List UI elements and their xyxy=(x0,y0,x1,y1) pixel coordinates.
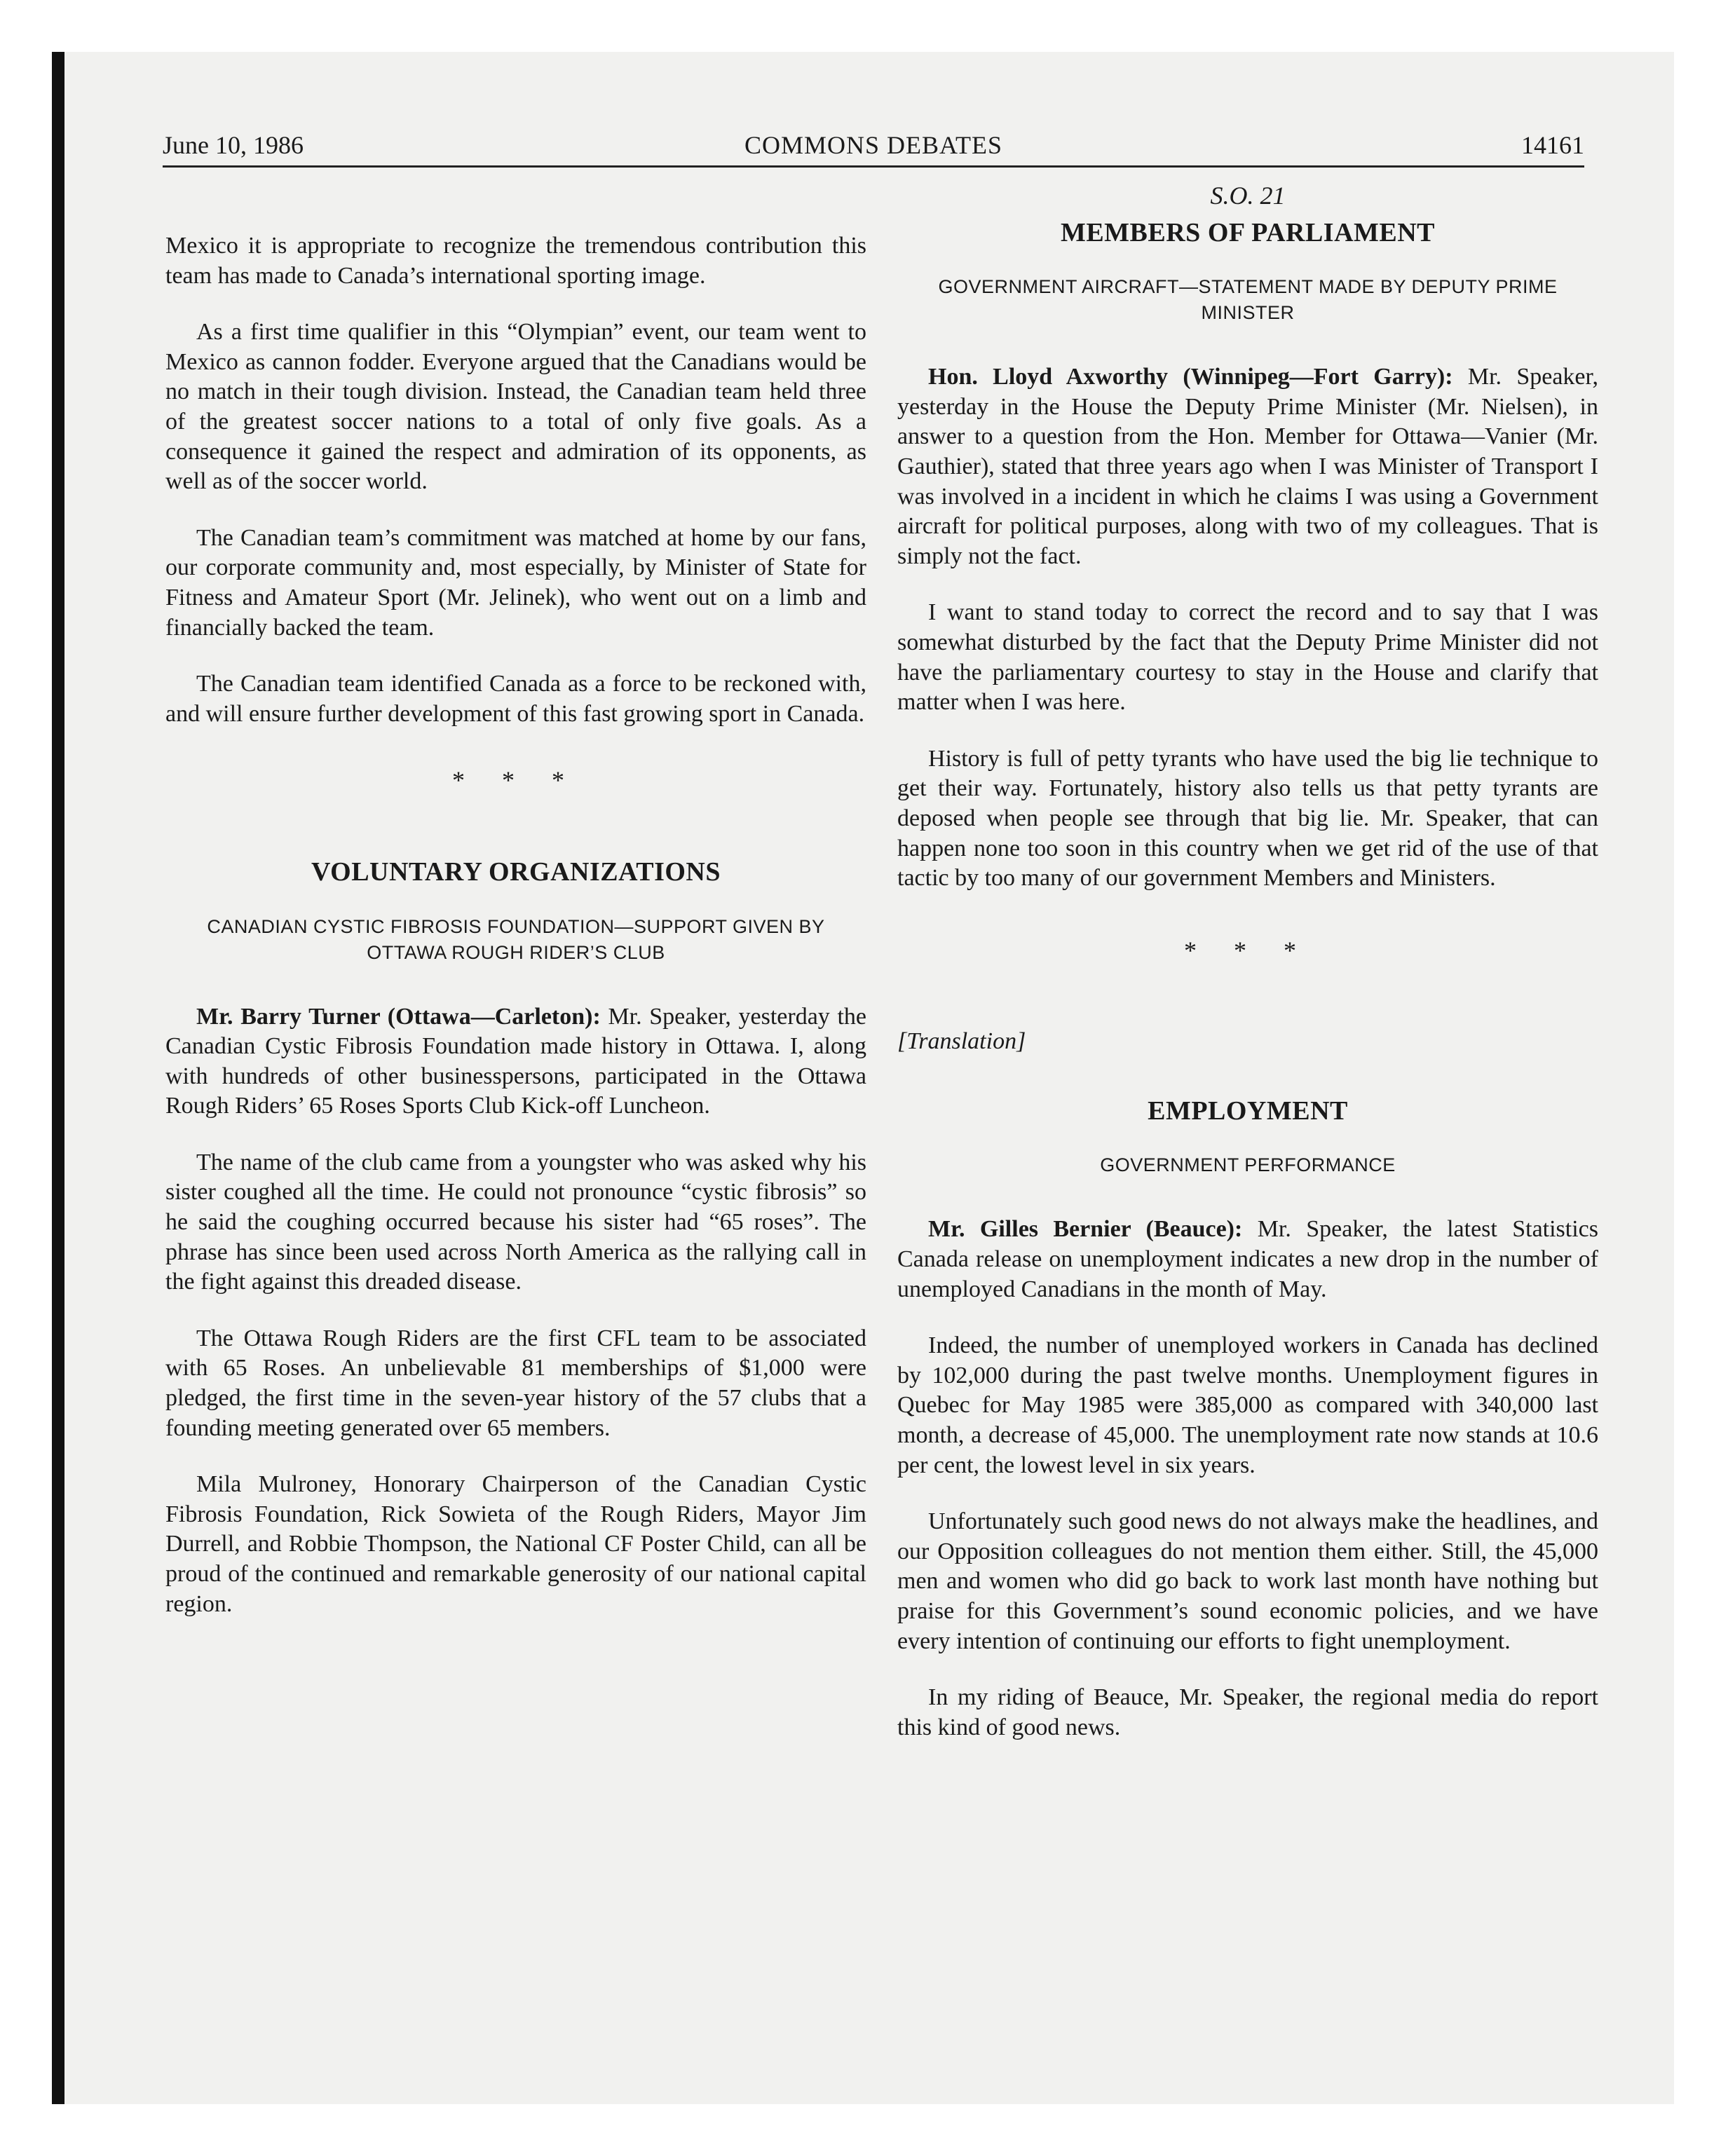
paragraph: The name of the club came from a youngster who was asked why his sister coughed all the time. He could not pronounce “cystic fibrosis” so he said the coughing occurred because his sister had “65 roses”. The phrase has since been used across North America as the rallying call in the fight against this dreaded disease. xyxy=(165,1149,866,1295)
paragraph: Mexico it is appropriate to recognize the tremendous contribution this team has made to Canada’s international sporting image. xyxy=(165,233,866,289)
page-header xyxy=(163,130,1584,165)
section-separator: * * * xyxy=(452,766,580,795)
paragraph: The Canadian team’s commitment was matched at home by our fans, our corporate community and, most especially, by Minister of State for Fitness and Amateur Sport (Mr. Jelinek), who went out on a limb and financially backed the team. xyxy=(165,524,866,641)
speech-paragraph xyxy=(897,1215,1598,1304)
speaker-name: Mr. Gilles Bernier (Beauce): xyxy=(928,1216,1243,1243)
standing-order-label: S.O. 21 xyxy=(1210,182,1286,210)
speaker-name: Hon. Lloyd Axworthy (Winnipeg—Fort Garry): xyxy=(928,364,1453,390)
paragraph: The Canadian team identified Canada as a force to be reckoned with, and will ensure further development of this fast growing sport in Canada. xyxy=(165,671,866,727)
header-rule xyxy=(163,165,1584,168)
section-separator: * * * xyxy=(1184,936,1312,964)
right-column xyxy=(897,181,1598,1769)
paragraph: The Ottawa Rough Riders are the first CFL team to be associated with 65 Roses. An unbelievable 81 memberships of $1,000 were pledged, the first time in the seven-year history of the 57 clubs that a founding meeting generated over 65 members. xyxy=(165,1325,866,1441)
paragraph: In my riding of Beauce, Mr. Speaker, the regional media do report this kind of good news. xyxy=(897,1684,1598,1740)
scan-edge-bar xyxy=(52,52,64,2104)
translation-marker: [Translation] xyxy=(897,1028,1026,1055)
paragraph: I want to stand today to correct the record and to say that I was somewhat disturbed by the fact that the Deputy Prime Minister did not have the parliamentary courtesy to stay in the House and clarify that matter when I was here. xyxy=(897,599,1598,716)
speech-paragraph xyxy=(165,1002,866,1121)
speech-text: Mr. Speaker, yesterday the Canadian Cystic Fibrosis Foundation made history in Ottawa. I, along with hundreds of other businesspersons, participated in the Ottawa Rough Riders’ 65 Roses Sports Club Kick-off Luncheon. xyxy=(165,1003,866,1119)
header-date: June 10, 1986 xyxy=(163,131,304,159)
section-subheading: CANADIAN CYSTIC FIBROSIS FOUNDATION—SUPPORT GIVEN BY OTTAWA ROUGH RIDER’S CLUB xyxy=(207,915,825,963)
section-subheading: GOVERNMENT AIRCRAFT—STATEMENT MADE BY DEPUTY PRIME MINISTER xyxy=(938,276,1558,324)
section-heading: VOLUNTARY ORGANIZATIONS xyxy=(311,857,721,887)
section-heading: EMPLOYMENT xyxy=(1148,1096,1348,1126)
paragraph: Unfortunately such good news do not always make the headlines, and our Opposition colleagues do not mention them either. Still, the 45,000 men and women who did go back to work last month have nothing but praise for this Government’s sound economic policies, and we have every intention of continuing our efforts to fight unemployment. xyxy=(897,1508,1598,1654)
page-number: 14161 xyxy=(1521,131,1584,159)
section-heading: MEMBERS OF PARLIAMENT xyxy=(1060,217,1436,247)
paragraph: Indeed, the number of unemployed workers in Canada has declined by 102,000 during the past twelve months. Unemployment figures in Quebec for May 1985 were 385,000 as compared with 340,000 last month, a decrease of 45,000. The unemployment rate now stands at 10.6 per cent, the lowest level in six years. xyxy=(897,1332,1598,1478)
publication-title: COMMONS DEBATES xyxy=(744,131,1003,159)
speech-text: Mr. Speaker, yesterday in the House the Deputy Prime Minister (Mr. Nielsen), in answer to a question from the Hon. Member for Ottawa—Vanier (Mr. Gauthier), stated that three years ago when I was Minister of Transport I was involved in a incident in which he claims I was using a Government aircraft for political purposes, along with two of my colleagues. That is simply not the fact. xyxy=(897,364,1598,569)
paragraph: History is full of petty tyrants who have used the big lie technique to get their way. Fortunately, history also tells us that petty tyrants are deposed when people see through that big lie. Mr. Speaker, that can happen none too soon in this country when we get rid of the use of that tactic by too many of our government Members and Ministers. xyxy=(897,745,1598,892)
speaker-name: Mr. Barry Turner (Ottawa—Carleton): xyxy=(196,1003,601,1030)
paragraph: As a first time qualifier in this “Olympian” event, our team went to Mexico as cannon fodder. Everyone argued that the Canadians would be no match in their tough division. Instead, the Canadian team held three of the greatest soccer nations to a total of only five goals. As a consequence it gained the respect and admiration of its opponents, as well as of the soccer world. xyxy=(165,319,866,495)
paragraph: Mila Mulroney, Honorary Chairperson of the Canadian Cystic Fibrosis Foundation, Rick Sowieta of the Rough Riders, Mayor Jim Durrell, and Robbie Thompson, the National CF Poster Child, can all be proud of the continued and remarkable generosity of our national capital region. xyxy=(165,1471,866,1617)
speech-paragraph xyxy=(897,362,1598,571)
left-column xyxy=(165,231,866,1646)
speech-text: Mr. Speaker, the latest Statistics Canada release on unemployment indicates a new drop in the number of unemployed Canadians in the month of May. xyxy=(897,1216,1598,1302)
section-subheading: GOVERNMENT PERFORMANCE xyxy=(1100,1154,1396,1176)
